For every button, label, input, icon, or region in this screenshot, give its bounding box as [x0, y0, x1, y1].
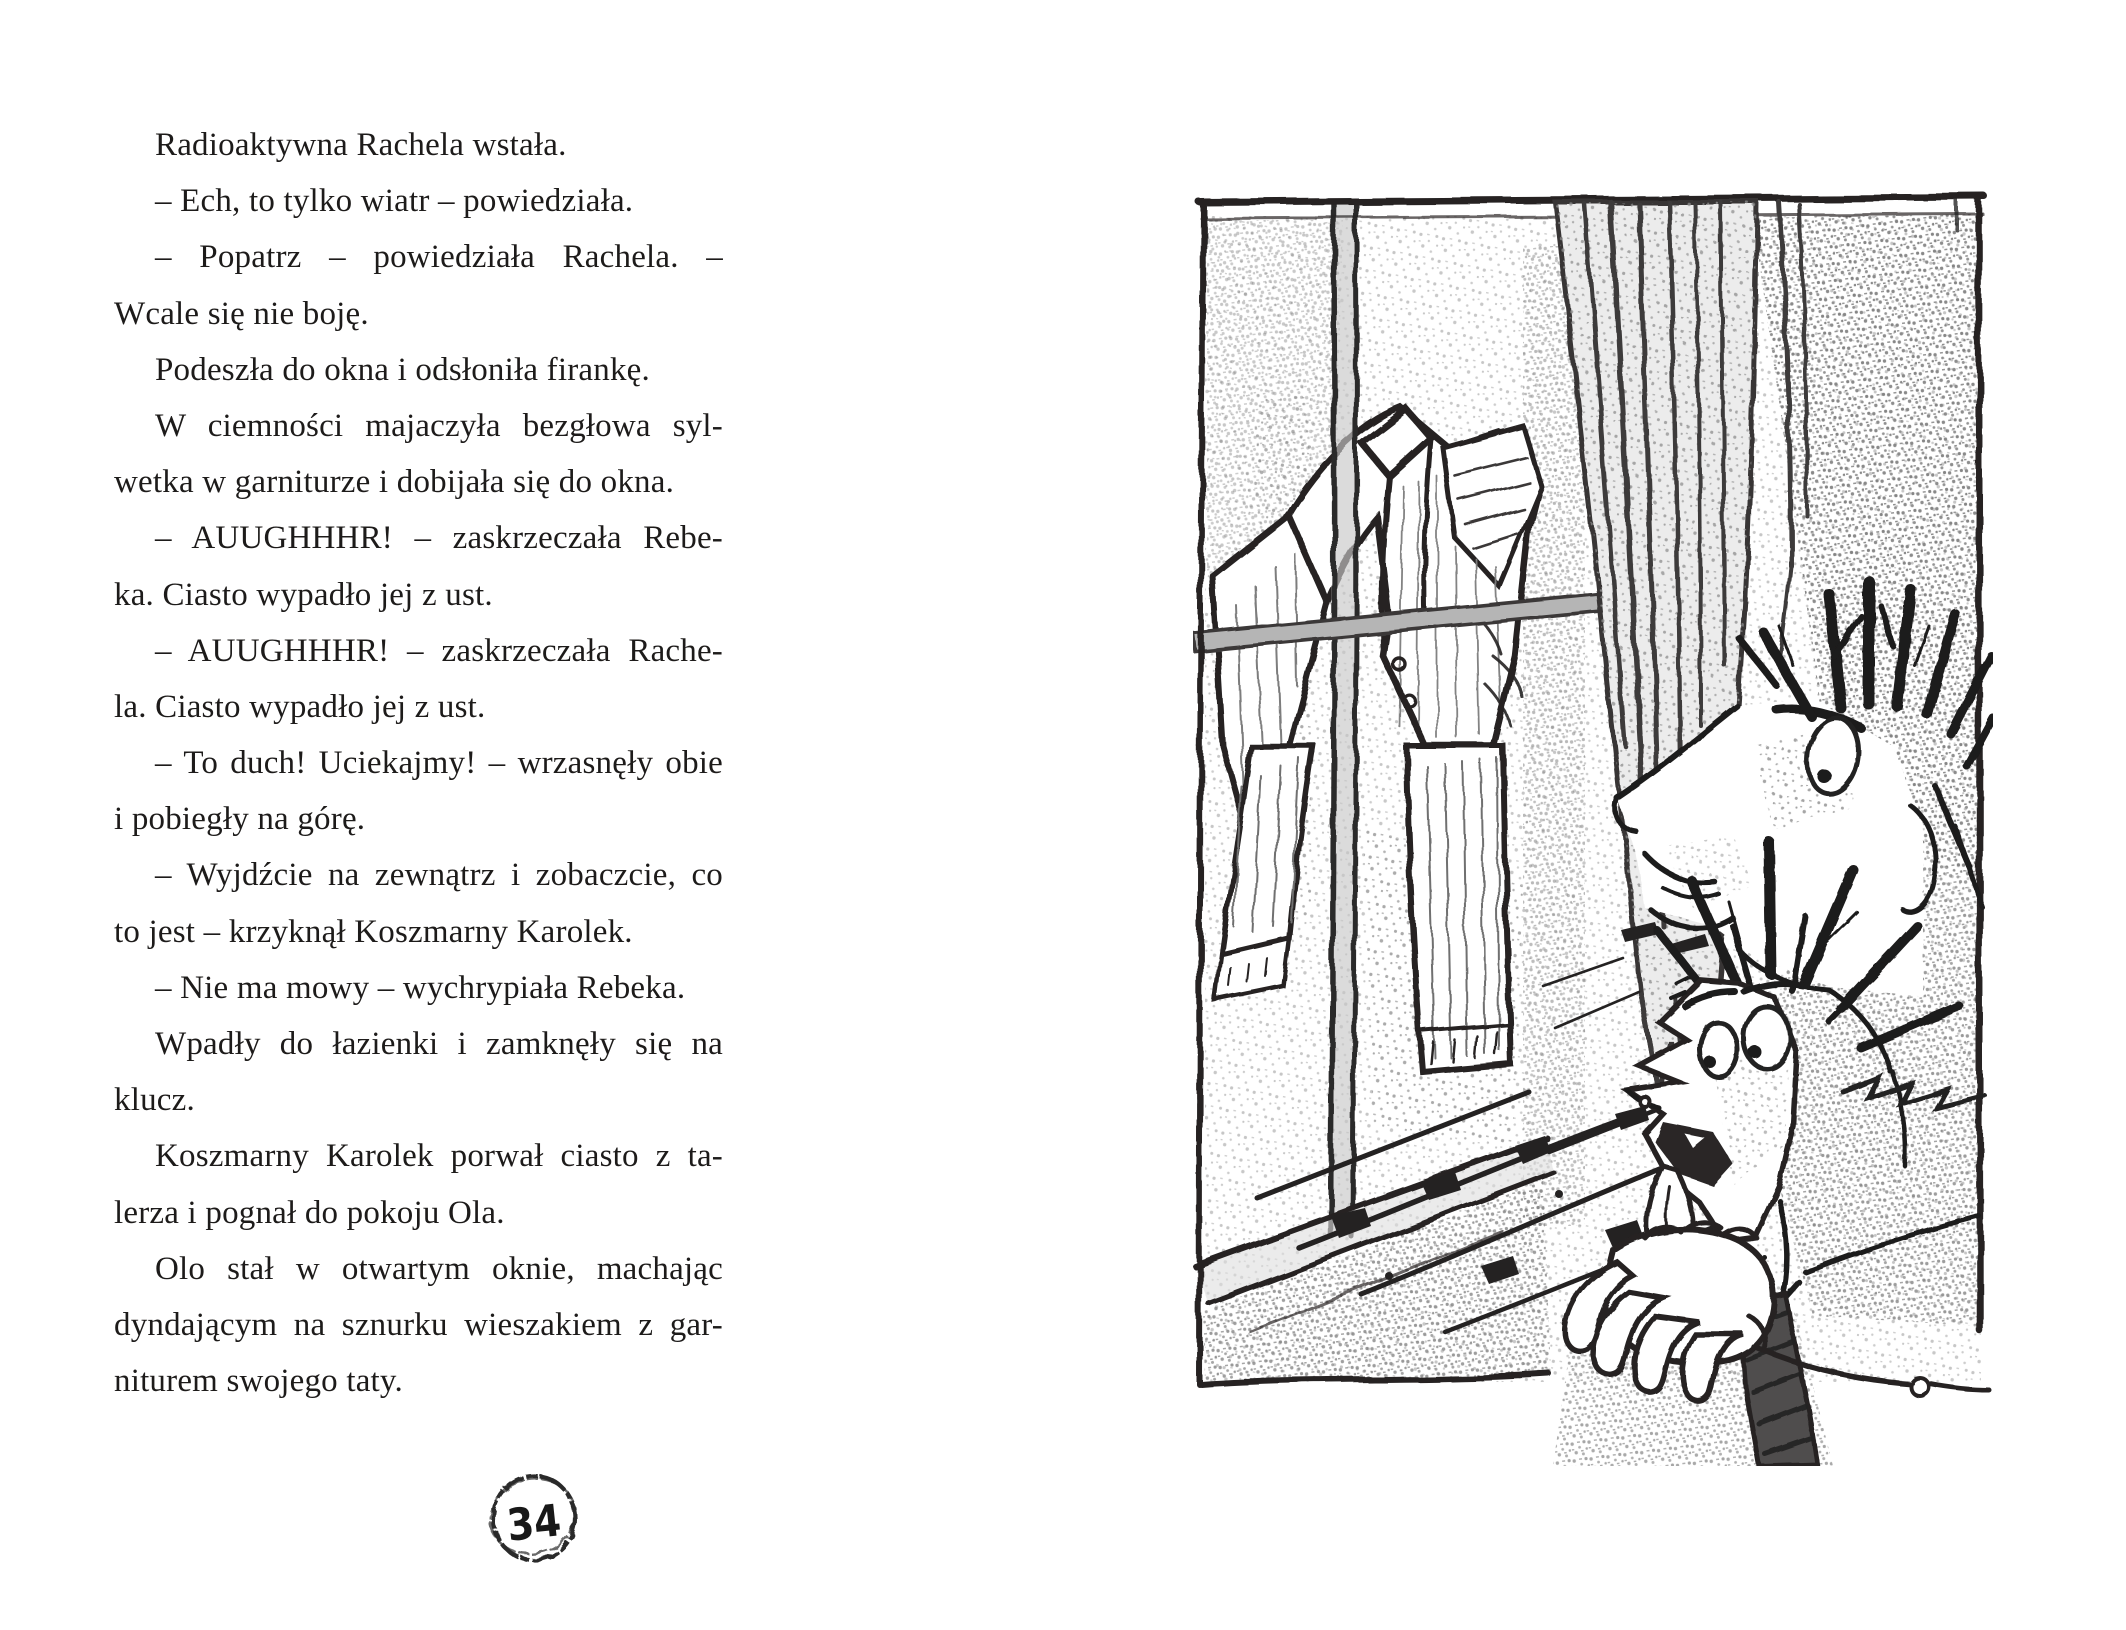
text-line: la. Ciasto wypadło jej z ust. [114, 688, 486, 725]
text-line: klucz. [114, 1082, 195, 1119]
page-number-badge [484, 1466, 584, 1568]
text-line: Wcale się nie boję. [114, 295, 369, 332]
illustration-drawing [1193, 186, 1993, 1466]
text-line: Podeszła do okna i odsłoniła firankę. [155, 351, 650, 388]
text-line: W ciemności majaczyła bezgłowa syl- [155, 407, 723, 444]
text-line: to jest – krzyknął Koszmarny Karolek. [114, 913, 633, 950]
text-line: – Wyjdźcie na zewnątrz i zobaczcie, co [155, 857, 723, 894]
story-text [114, 117, 723, 1409]
text-line: Radioaktywna Rachela wstała. [155, 127, 567, 163]
text-line: niturem swojego taty. [114, 1363, 403, 1400]
text-line: – AUUGHHHR! – zaskrzeczała Rebe- [155, 520, 723, 557]
text-line: Koszmarny Karolek porwał ciasto z ta- [155, 1138, 723, 1175]
text-line: – Nie ma mowy – wychrypiała Rebeka. [155, 969, 686, 1006]
text-line: wetka w garniturze i dobijała się do okna. [114, 464, 675, 501]
text-line: lerza i pognał do pokoju Ola. [114, 1194, 505, 1231]
text-line: – AUUGHHHR! – zaskrzeczała Rache- [155, 632, 723, 669]
text-line: i pobiegły na górę. [114, 801, 366, 838]
illustration-window-ghost-suit [1193, 186, 1993, 1466]
page-number: 34 [504, 1494, 564, 1552]
text-line: ka. Ciasto wypadło jej z ust. [114, 576, 493, 613]
text-line: – To duch! Uciekajmy! – wrzasnęły obie [155, 745, 723, 782]
text-line: – Ech, to tylko wiatr – powiedziała. [155, 183, 634, 220]
text-line: Wpadły do łazienki i zamknęły się na [155, 1026, 723, 1062]
text-line: dyndającym na sznurku wieszakiem z gar- [114, 1306, 723, 1343]
text-line: – Popatrz – powiedziała Rachela. – [155, 239, 723, 276]
text-line: Olo stał w otwartym oknie, machając [155, 1250, 723, 1287]
